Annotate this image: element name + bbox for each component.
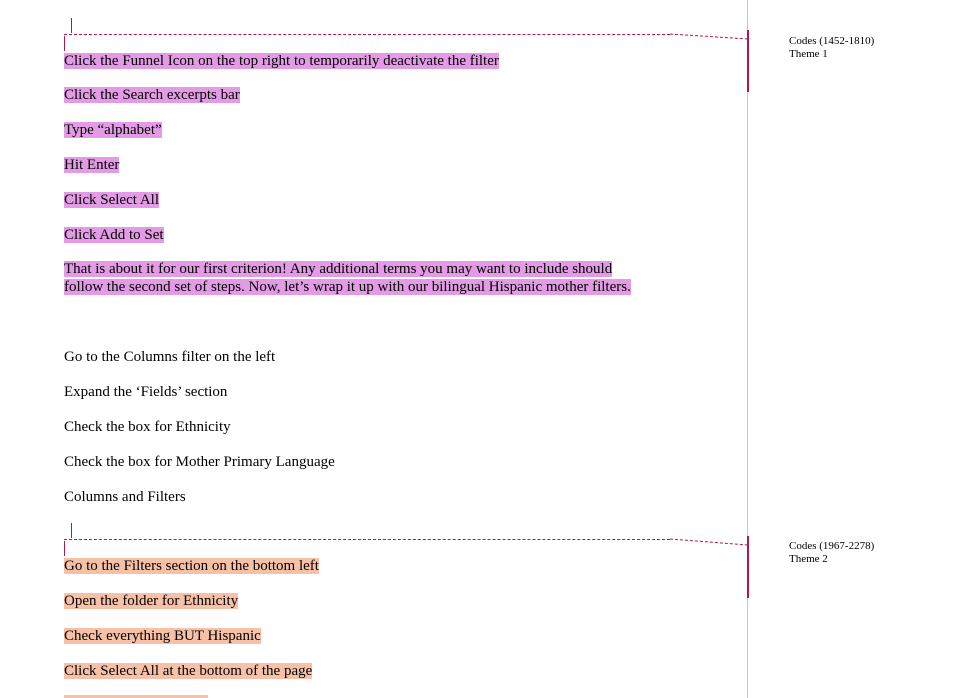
comment-codes: Codes (1452-1810) (789, 35, 875, 47)
paragraph[interactable]: Expand the ‘Fields’ section (64, 384, 228, 400)
paragraph[interactable]: Columns and Filters (64, 489, 186, 505)
paragraph[interactable]: Click the Funnel Icon on the top right to temporarily deactivate the filter (64, 53, 499, 69)
comment-balloon-1[interactable] (789, 35, 874, 61)
comment-bar-2 (747, 536, 749, 598)
paragraph[interactable]: Open the folder for Ethnicity (64, 593, 239, 609)
comment-theme: Theme 2 (789, 553, 828, 565)
comment-connector-1 (670, 34, 748, 39)
paragraph[interactable]: follow the second set of steps. Now, let’s wrap it up with our bilingual Hispanic mother filters. (64, 279, 631, 295)
comment-connector-2 (670, 539, 748, 545)
paragraph[interactable]: That is about it for our first criterion! Any additional terms you may want to include should (64, 261, 613, 277)
comment-bar-1 (747, 30, 749, 92)
paragraph[interactable]: Go to the Filters section on the bottom left (64, 558, 319, 574)
paragraph[interactable]: Click Select All (64, 192, 159, 208)
paragraph[interactable]: Click Add to Set (64, 227, 164, 243)
paragraph[interactable]: Click Select All at the bottom of the page (64, 663, 313, 679)
paragraph[interactable]: Go to the Columns filter on the left (64, 349, 276, 365)
comment-theme: Theme 1 (789, 48, 828, 60)
paragraph[interactable]: Click the Search excerpts bar (64, 87, 240, 103)
comment-codes: Codes (1967-2278) (789, 540, 875, 552)
paragraph[interactable]: Hit Enter (64, 157, 120, 173)
paragraph[interactable]: Check the box for Mother Primary Language (64, 454, 335, 470)
paragraph[interactable]: Check the box for Ethnicity (64, 419, 231, 435)
comment-balloon-2[interactable] (789, 540, 874, 566)
paragraph[interactable]: Check everything BUT Hispanic (64, 628, 261, 644)
paragraph[interactable]: Type “alphabet” (64, 122, 162, 138)
